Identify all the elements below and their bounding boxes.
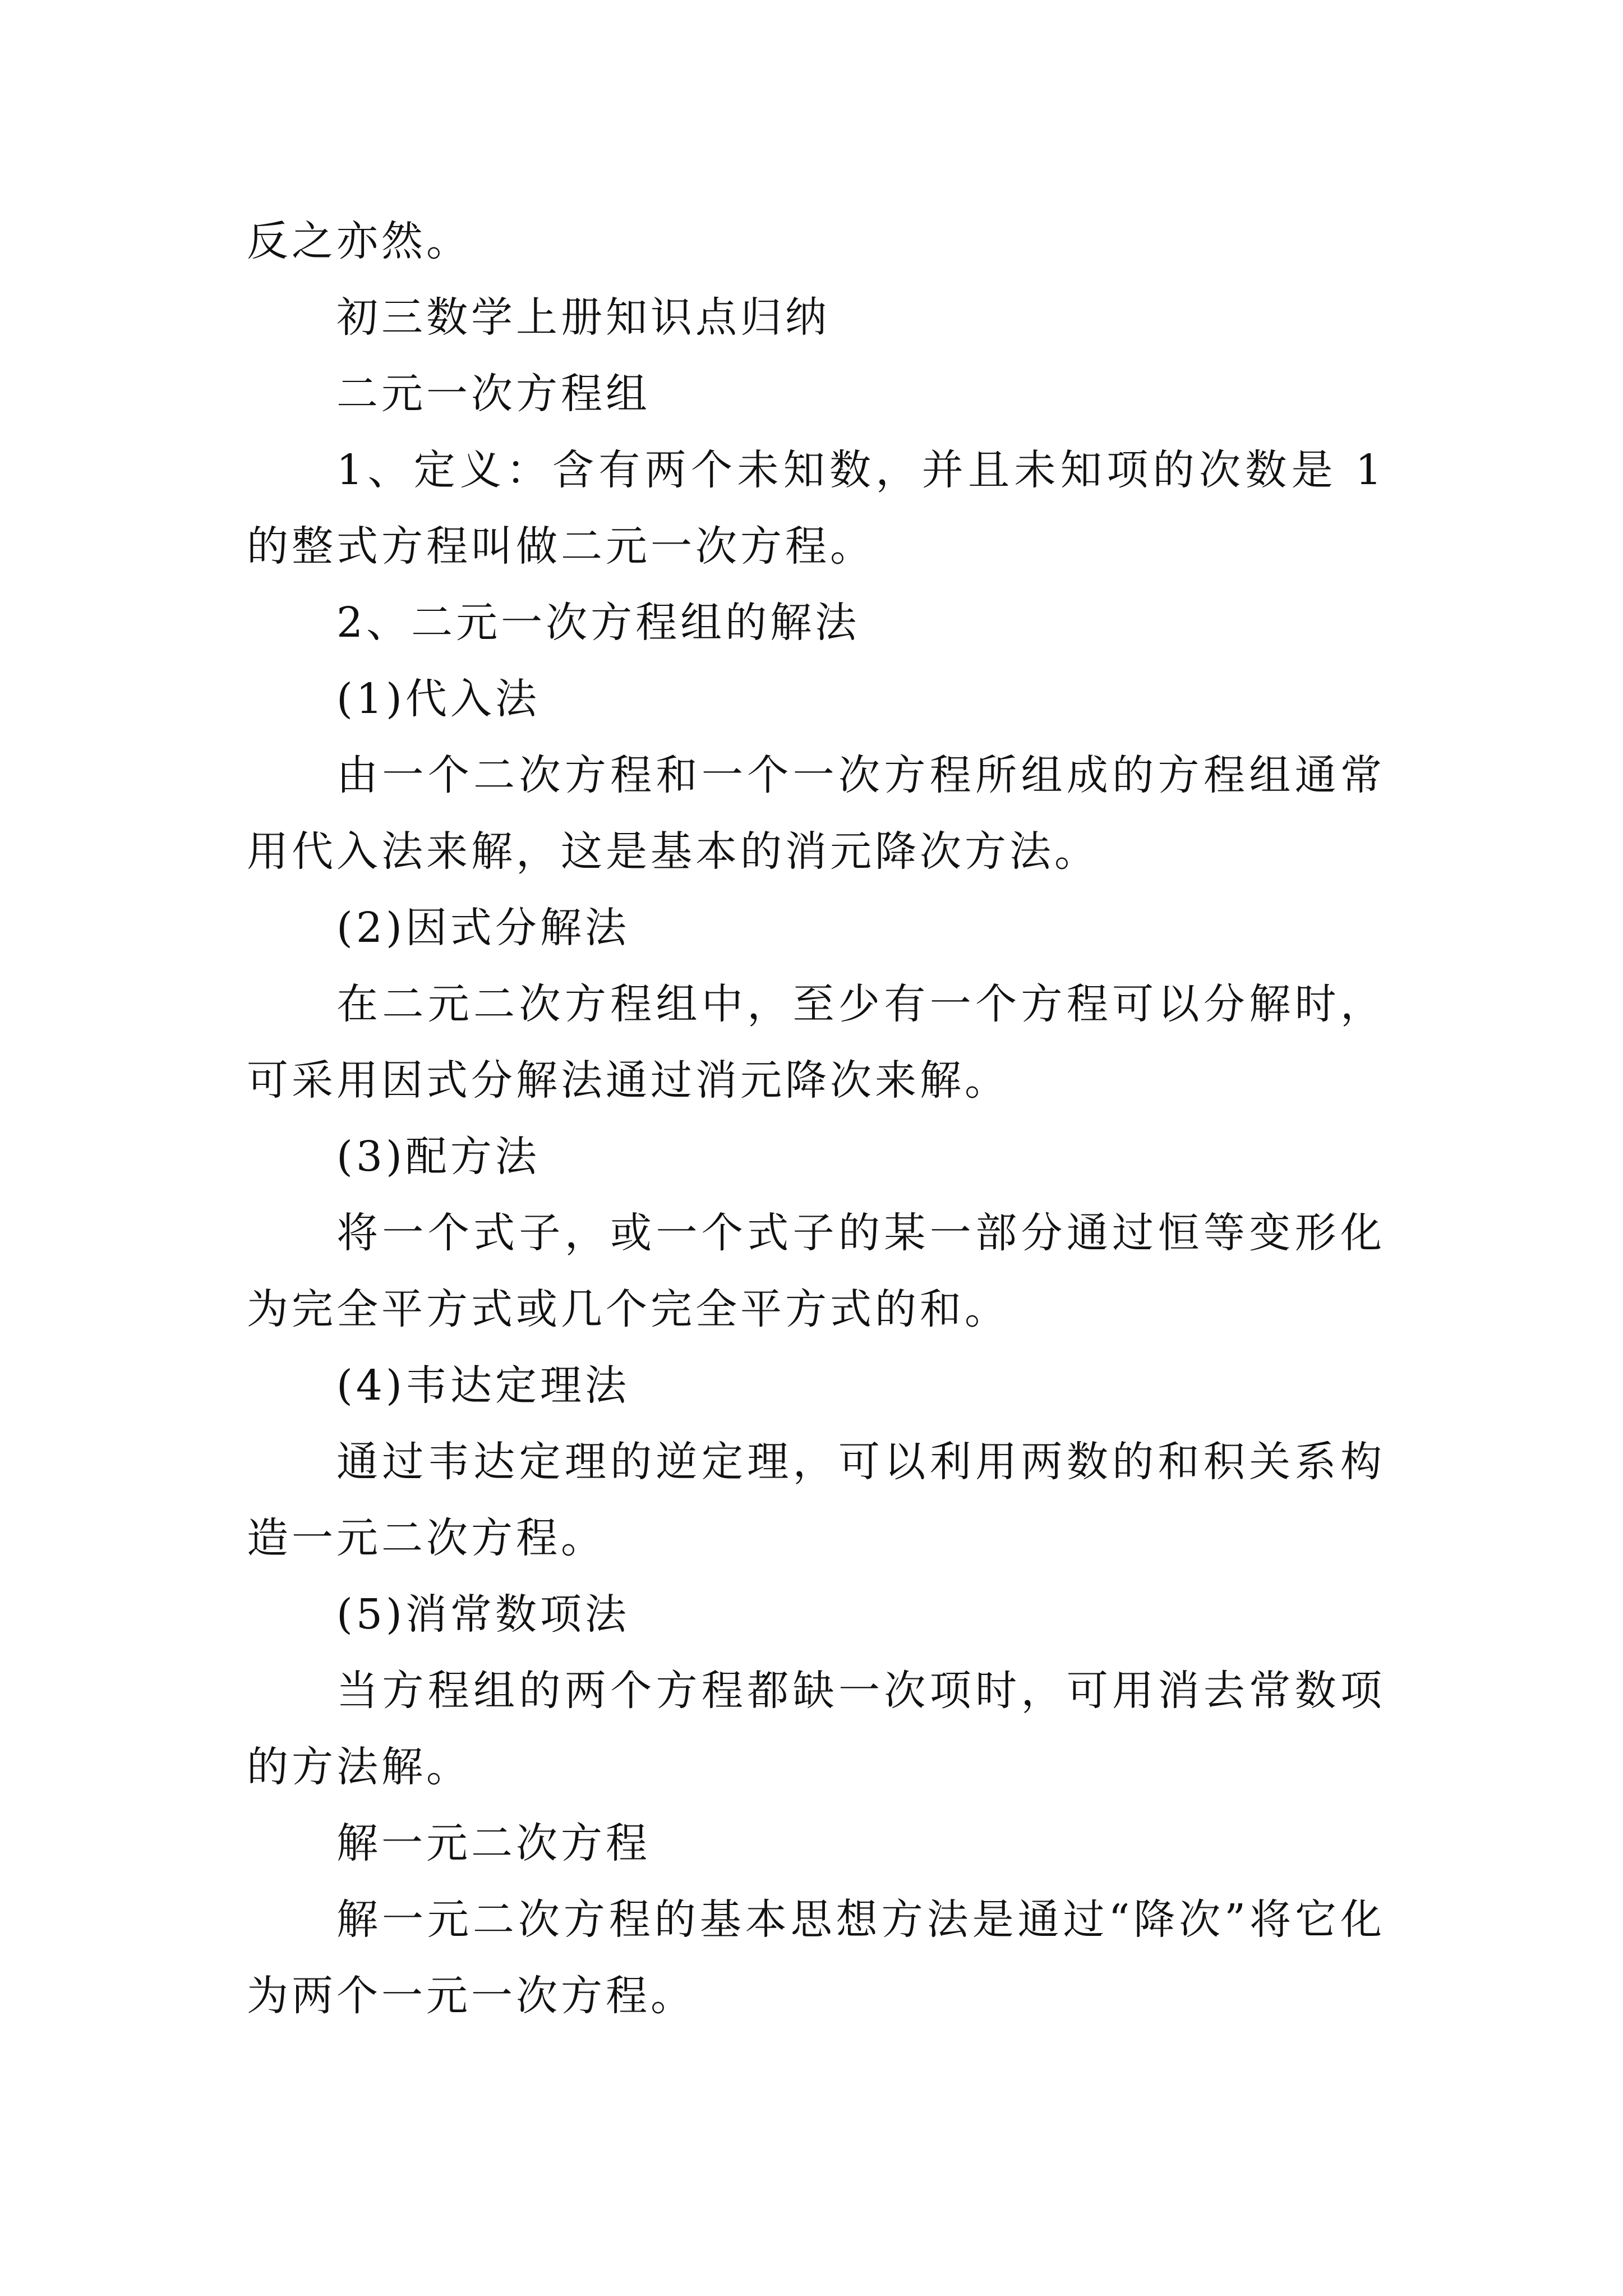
method-heading: (5)消常数项法 — [336, 1590, 630, 1639]
body-paragraph: 解一元二次方程的基本思想方法是通过“降次”将它化为两个一元一次方程。 — [247, 1895, 1385, 2020]
method-heading: (1)代入法 — [336, 675, 540, 723]
method-description: 在二元二次方程组中，至少有一个方程可以分解时，可采用因式分解法通过消元降次来解。 — [247, 980, 1385, 1105]
method-description: 由一个二次方程和一个一次方程所组成的方程组通常用代入法来解，这是基本的消元降次方法。 — [247, 751, 1385, 876]
list-heading: 2、二元一次方程组的解法 — [336, 599, 860, 647]
subsection-heading: 二元一次方程组 — [336, 370, 651, 418]
method-description: 当方程组的两个方程都缺一次项时，可用消去常数项的方法解。 — [247, 1667, 1385, 1791]
section-heading: 初三数学上册知识点归纳 — [336, 293, 830, 342]
method-heading: (4)韦达定理法 — [336, 1361, 630, 1410]
method-description: 将一个式子，或一个式子的某一部分通过恒等变形化为完全平方式或几个完全平方式的和。 — [247, 1209, 1385, 1333]
method-description: 通过韦达定理的逆定理，可以利用两数的和积关系构造一元二次方程。 — [247, 1438, 1385, 1562]
method-heading: (2)因式分解法 — [336, 904, 630, 952]
method-heading: (3)配方法 — [336, 1133, 540, 1181]
paragraph-continuation: 反之亦然。 — [247, 217, 471, 265]
subsection-heading: 解一元二次方程 — [336, 1819, 651, 1867]
document-body — [247, 203, 1385, 2034]
definition-paragraph: 1、定义：含有两个未知数，并且未知项的次数是 1 的整式方程叫做二元一次方程。 — [247, 446, 1385, 570]
